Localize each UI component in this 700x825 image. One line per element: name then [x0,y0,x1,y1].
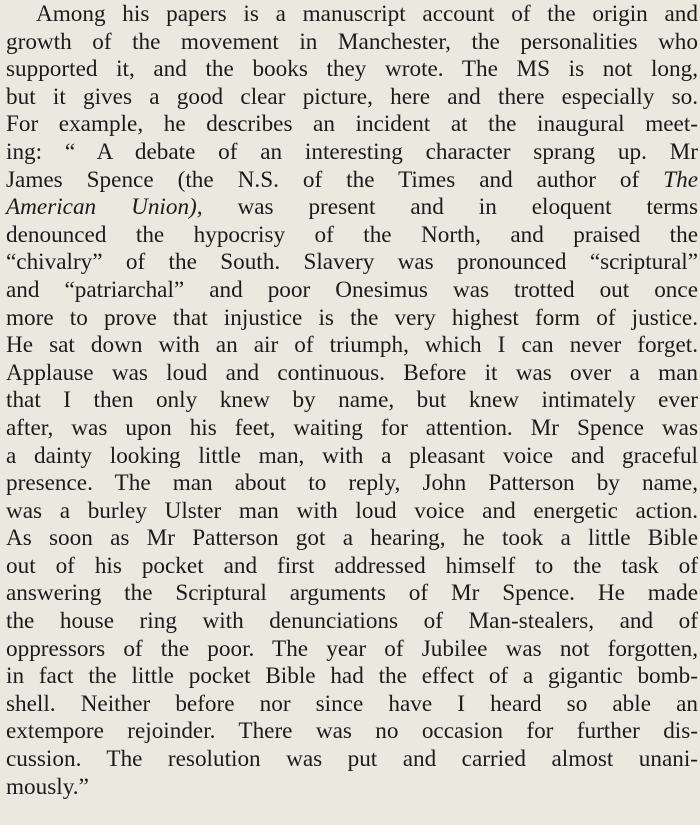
text-line: “chivalry” of the South. Slavery was pronounced “scriptural” [6,249,698,276]
text-line: He sat down with an air of triumph, which I can never forget. [6,332,698,359]
text-line: supported it, and the books they wrote. The MS is not long, [6,56,698,83]
text-line: shell. Neither before nor since have I heard so able an [6,690,698,717]
text-line [6,194,698,222]
text-line: answering the Scriptural arguments of Mr Spence. He made [6,580,698,607]
text-segment: James Spence (the N.S. of the Times and author of [6,166,664,193]
text-line: Among his papers is a manuscript account of the origin and [36,1,698,27]
text-line: As soon as Mr Patterson got a hearing, he took a little Bible [6,525,698,552]
text-line: out of his pocket and first addressed himself to the task of [6,552,698,579]
text-line: but it gives a good clear picture, here and there especially so. [6,83,698,110]
text-line: mously.” [6,773,89,800]
text-line: For example, he describes an incident at the inaugural meet- [6,111,698,138]
italic-title: The [663,166,698,193]
body-paragraph [6,0,698,801]
text-line: Applause was loud and continuous. Before it was over a man [6,359,698,386]
text-line: more to prove that injustice is the very highest form of justice. [6,304,698,331]
text-line: denounced the hypocrisy of the North, and praised the [6,221,698,248]
text-line: cussion. The resolution was put and carried almost unani- [6,746,698,773]
text-line: a dainty looking little man, with a pleasant voice and graceful [6,442,698,469]
text-line: was a burley Ulster man with loud voice and energetic action. [6,497,698,524]
text-line: that I then only knew by name, but knew intimately ever [6,387,698,414]
text-line: extempore rejoinder. There was no occasion for further dis- [6,718,698,745]
text-line: oppressors of the poor. The year of Jubilee was not forgotten, [6,635,698,662]
text-line: after, was upon his feet, waiting for attention. Mr Spence was [6,414,698,441]
text-line: and “patriarchal” and poor Onesimus was trotted out once [6,276,698,303]
text-line: presence. The man about to reply, John Patterson by name, [6,470,698,497]
text-line: the house ring with denunciations of Man-stealers, and of [6,608,698,635]
italic-title: American Union), [6,194,203,221]
text-line: growth of the movement in Manchester, the personalities who [6,28,698,55]
text-segment: was present and in eloquent terms [202,194,698,221]
text-line: in fact the little pocket Bible had the effect of a gigantic bomb- [6,663,698,690]
text-line: ing: “ A debate of an interesting character sprang up. Mr [6,138,698,165]
text-line [6,167,698,195]
